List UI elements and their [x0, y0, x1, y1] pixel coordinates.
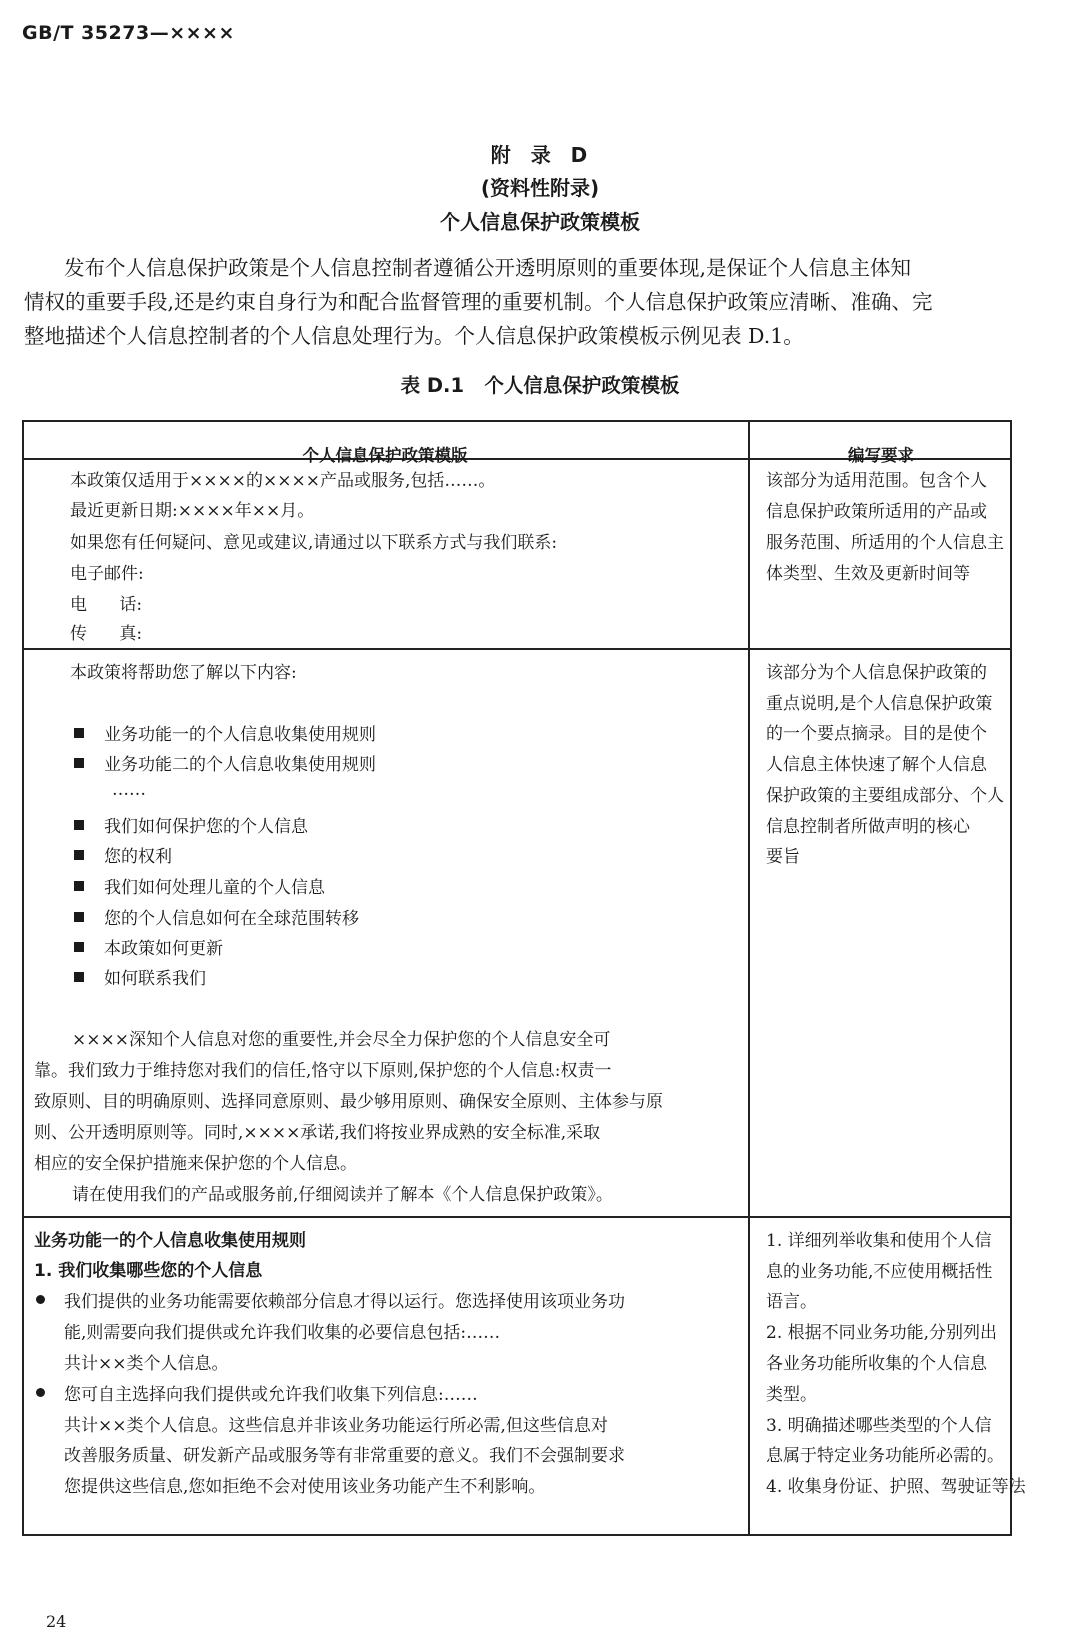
square-bullet-icon — [74, 820, 84, 830]
section-subtitle: 1. 我们收集哪些您的个人信息 — [34, 1261, 263, 1281]
intro-line-3: 整地描述个人信息控制者的个人信息处理行为。个人信息保护政策模板示例见表 D.1。 — [24, 324, 804, 348]
contents-item: 您的权利 — [104, 847, 172, 867]
annex-subtitle: (资料性附录) — [480, 176, 600, 200]
requirement-line: 各业务功能所收集的个人信息 — [766, 1354, 987, 1374]
requirement-line: 重点说明,是个人信息保护政策 — [766, 694, 993, 714]
contact-email-label: 电子邮件: — [70, 564, 144, 584]
standard-number: GB/T 35273—×××× — [22, 22, 235, 44]
requirement-line: 1. 详细列举收集和使用个人信 — [766, 1231, 992, 1251]
requirement-line: 2. 根据不同业务功能,分别列出 — [766, 1323, 998, 1343]
square-bullet-icon — [74, 850, 84, 860]
requirement-line: 保护政策的主要组成部分、个人 — [766, 786, 1004, 806]
intro-line-1: 发布个人信息保护政策是个人信息控制者遵循公开透明原则的重要体现,是保证个人信息主体知 — [64, 256, 912, 280]
requirement-line: 体类型、生效及更新时间等 — [766, 564, 970, 584]
square-bullet-icon — [74, 972, 84, 982]
required-info-line: 我们提供的业务功能需要依赖部分信息才得以运行。您选择使用该项业务功 — [64, 1292, 625, 1312]
contact-fax-label: 传 真: — [70, 624, 143, 644]
update-date-line: 最近更新日期:××××年××月。 — [70, 501, 315, 521]
square-bullet-icon — [74, 728, 84, 738]
principles-paragraph-line: 靠。我们致力于维持您对我们的信任,恪守以下原则,保护您的个人信息:权责一 — [34, 1061, 612, 1081]
read-policy-note: 请在使用我们的产品或服务前,仔细阅读并了解本《个人信息保护政策》。 — [72, 1185, 613, 1205]
square-bullet-icon — [74, 758, 84, 768]
square-bullet-icon — [74, 912, 84, 922]
contents-item: 本政策如何更新 — [104, 939, 223, 959]
square-bullet-icon — [74, 881, 84, 891]
required-info-line: 能,则需要向我们提供或允许我们收集的必要信息包括:…… — [64, 1323, 501, 1343]
optional-info-line: 您可自主选择向我们提供或允许我们收集下列信息:…… — [64, 1385, 478, 1405]
column-divider — [748, 420, 750, 1536]
table-caption: 表 D.1 个人信息保护政策模板 — [400, 374, 680, 397]
page-number: 24 — [46, 1612, 67, 1631]
optional-info-line: 改善服务质量、研发新产品或服务等有非常重要的意义。我们不会强制要求 — [64, 1446, 625, 1466]
round-bullet-icon — [36, 1388, 45, 1397]
required-info-line: 共计××类个人信息。 — [64, 1354, 229, 1374]
requirement-line: 的一个要点摘录。目的是使个 — [766, 724, 987, 744]
square-bullet-icon — [74, 942, 84, 952]
requirement-line: 服务范围、所适用的个人信息主 — [766, 533, 1004, 553]
optional-info-line: 共计××类个人信息。这些信息并非该业务功能运行所必需,但这些信息对 — [64, 1416, 608, 1436]
contact-phone-label: 电 话: — [70, 595, 143, 615]
requirement-line: 类型。 — [766, 1385, 817, 1405]
column-header-requirements: 编写要求 — [848, 446, 914, 465]
requirement-line: 要旨 — [766, 847, 800, 867]
requirement-line: 息属于特定业务功能所必需的。 — [766, 1446, 1004, 1466]
principles-paragraph-line: 相应的安全保护措施来保护您的个人信息。 — [34, 1154, 357, 1174]
intro-line-2: 情权的重要手段,还是约束自身行为和配合监督管理的重要机制。个人信息保护政策应清晰、准确、完 — [24, 290, 933, 314]
requirement-line: 信息控制者所做声明的核心 — [766, 817, 970, 837]
annex-name: 个人信息保护政策模板 — [440, 210, 640, 234]
contents-item: 业务功能二的个人信息收集使用规则 — [104, 755, 376, 775]
requirement-line: 息的业务功能,不应使用概括性 — [766, 1262, 993, 1282]
contents-item: 我们如何保护您的个人信息 — [104, 817, 308, 837]
row-divider-2 — [22, 1216, 1012, 1218]
annex-title: 附 录 D — [490, 143, 590, 167]
principles-paragraph-line: 致原则、目的明确原则、选择同意原则、最少够用原则、确保安全原则、主体参与原 — [34, 1092, 663, 1112]
requirement-line: 人信息主体快速了解个人信息 — [766, 755, 987, 775]
requirement-line: 该部分为适用范围。包含个人 — [766, 471, 987, 491]
contents-item: 业务功能一的个人信息收集使用规则 — [104, 725, 376, 745]
column-header-template: 个人信息保护政策模版 — [302, 446, 468, 465]
contents-item: 您的个人信息如何在全球范围转移 — [104, 909, 359, 929]
round-bullet-icon — [36, 1295, 45, 1304]
optional-info-line: 您提供这些信息,您如拒绝不会对使用该业务功能产生不利影响。 — [64, 1477, 546, 1497]
requirement-line: 语言。 — [766, 1292, 817, 1312]
contents-intro: 本政策将帮助您了解以下内容: — [70, 663, 297, 683]
row-divider-1 — [22, 648, 1012, 650]
contents-ellipsis: …… — [112, 780, 146, 800]
section-title: 业务功能一的个人信息收集使用规则 — [34, 1231, 306, 1251]
contact-intro-line: 如果您有任何疑问、意见或建议,请通过以下联系方式与我们联系: — [70, 533, 558, 553]
requirement-line: 4. 收集身份证、护照、驾驶证等法 — [766, 1477, 1026, 1497]
contents-item: 如何联系我们 — [104, 969, 206, 989]
contents-item: 我们如何处理儿童的个人信息 — [104, 878, 325, 898]
principles-paragraph-line: ××××深知个人信息对您的重要性,并会尽全力保护您的个人信息安全可 — [72, 1030, 611, 1050]
requirement-line: 信息保护政策所适用的产品或 — [766, 502, 987, 522]
requirement-line: 3. 明确描述哪些类型的个人信 — [766, 1416, 992, 1436]
principles-paragraph-line: 则、公开透明原则等。同时,××××承诺,我们将按业界成熟的安全标准,采取 — [34, 1123, 601, 1143]
scope-line: 本政策仅适用于××××的××××产品或服务,包括……。 — [70, 471, 496, 491]
requirement-line: 该部分为个人信息保护政策的 — [766, 663, 987, 683]
